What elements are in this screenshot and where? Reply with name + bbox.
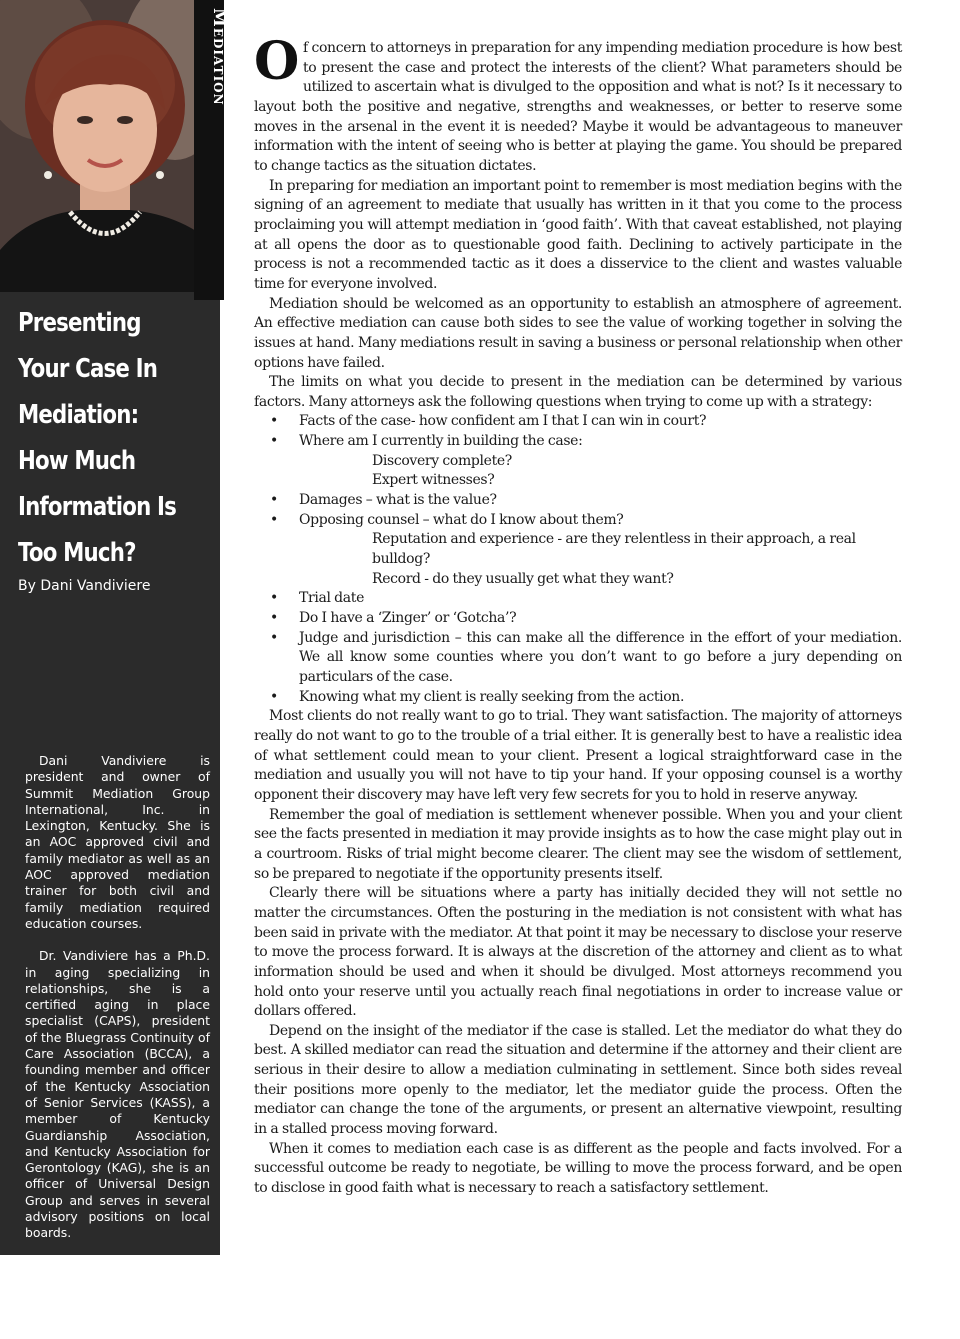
article-title xyxy=(18,300,207,576)
article-paragraph: Most clients do not really want to go to trial. They want satisfaction. The majority of attorneys really do not want to go to the trouble of a trial either. It is generally best to have a realistic idea of what settlement could mean to your client. Present a logical straightforward case in the mediation and usually you will not have to tip your hand. If your opposing counsel is a worthy opponent their discovery may have left very few secrets for you to hold in reserve anyway. xyxy=(254,708,902,803)
bio-paragraph: Dr. Vandiviere has a Ph.D. in aging specializing in relationships, she is a certified aging in place specialist (CAPS), president of the Bluegrass Continuity of Care Association (BCCA), a founding member and officer of the Kentucky Association of Senior Services (KASS), a member of Kentucky Guardianship Association, and Kentucky Association for Gerontology (KAG), she is an officer of Universal Design Group and serves in several advisory positions on local boards. xyxy=(25,948,210,1241)
list-item: • Damages – what is the value? xyxy=(299,491,902,511)
list-item: • Do I have a ‘Zinger’ or ‘Gotcha’? xyxy=(299,609,902,629)
title-line: Information Is xyxy=(18,492,177,522)
title-line: How Much xyxy=(18,446,136,476)
author-bio xyxy=(25,753,210,1339)
article-paragraph: Depend on the insight of the mediator if the case is stalled. Let the mediator do what they do best. A skilled mediator can read the situation and determine if the attorney and their client are serious in their desire to allow a mediation culminating in settlement. Since both sides reveal their positions more openly to the mediator, let the mediator guide the process. Often the mediator can change the tone of the arguments, or present an alternative viewpoint, resulting in a stalled process moving forward. xyxy=(254,1022,902,1138)
article-paragraph: Of concern to attorneys in preparation for any impending mediation procedure is how best to present the case and protect the interests of the client? What parameters should be utilized to ascertain what is divulged to the opposition and what is not? Is it necessary to layout both the positive and negative, strengths and weaknesses, or better to reserve some moves in the arsenal in the event it is needed? Maybe it would be advantageous to maneuver information with the intent of seeing who is better at playing the game. You should be prepared to change tactics as the situation dictates. xyxy=(254,31,902,174)
list-item: • Judge and jurisdiction – this can make all the difference in the effort of your mediation. We all know some counties where you don’t want to go before a jury depending on particulars of the case. xyxy=(299,629,902,688)
list-item: • Facts of the case- how confident am I that I can win in court? xyxy=(299,412,902,432)
bio-contact: She can be reached at dani@kymediation.com or through www.summitmgi.com xyxy=(25,1257,210,1322)
list-item: • Opposing counsel – what do I know about them? xyxy=(299,511,902,531)
article-paragraph: Mediation should be welcomed as an opportunity to establish an atmosphere of agreement. An effective mediation can cause both sides to see the value of working together in solving the issues at hand. Many mediations result in saving a business or personal relationship when other options have failed. xyxy=(254,295,902,371)
byline: By Dani Vandiviere xyxy=(18,578,151,594)
author-portrait-illustration xyxy=(0,0,220,292)
section-label: Mediation xyxy=(209,8,229,106)
list-item: • Trial date xyxy=(299,589,902,609)
sidebar xyxy=(0,0,229,1322)
article-paragraph: Remember the goal of mediation is settlement whenever possible. When you and your client see the facts presented in mediation it may provide insights as to how the case might play out in a courtroom. Risks of trial might become clearer. The client may see the wisdom of settlement, so be prepared to negotiate if the opportunity presents itself. xyxy=(254,806,902,882)
article-paragraph: Clearly there will be situations where a party has initially decided they will not settle no matter the circumstances. Often the posturing in the mediation is not consistent with what has been said in private with the mediator. At that point it may be necessary to disclose your reserve to move the process forward. It is always at the discretion of the attorney and client as to what information should be used and when it should be divulged. Most attorneys recommend you hold onto your reserve until you actually reach final negotiations in order to increase value or dollars offered. xyxy=(254,885,902,1020)
sub-item: Expert witnesses? xyxy=(372,472,495,489)
list-item: • Where am I currently in building the case: xyxy=(299,432,902,452)
title-line: Mediation: xyxy=(18,400,139,430)
bio-paragraph: Dani Vandiviere is president and owner of Summit Mediation Group International, Inc. in Lexington, Kentucky. She is an AOC approved civil and family mediator as well as an AOC approved mediation trainer for both civil and family mediation required education courses. xyxy=(25,753,210,931)
question-list xyxy=(254,412,902,451)
list-item: • Knowing what my client is really seeking from the action. xyxy=(299,688,902,708)
sub-item: Reputation and experience - are they relentless in their approach, a real bulldog? xyxy=(372,531,856,568)
article-paragraph: In preparing for mediation an important point to remember is most mediation begins with the signing of an agreement to mediate that usually has written in it that you come to the process proclaiming you will attempt mediation in ‘good faith’. With that caveat established, not playing at all opens the door as to questionable good faith. Declining to actively participate in the process is not a recommended tactic as it does a disservice to the client and wastes valuable time for everyone involved. xyxy=(254,177,902,292)
title-line: Too Much? xyxy=(18,538,136,568)
article-body xyxy=(254,31,902,1199)
article-paragraph: When it comes to mediation each case is as different as the people and facts involved. For a successful outcome be ready to negotiate, be willing to move the process forward, and be open to disclose in good faith what is necessary to reach a satisfactory settlement. xyxy=(254,1140,902,1197)
title-line: Your Case In xyxy=(18,354,158,384)
sub-item: Record - do they usually get what they want? xyxy=(372,570,674,587)
question-list xyxy=(254,491,902,530)
author-photo xyxy=(0,0,220,292)
sub-item: Discovery complete? xyxy=(372,452,512,469)
question-list xyxy=(254,589,902,707)
title-line: Presenting xyxy=(18,308,141,338)
drop-cap: O xyxy=(254,31,299,92)
article-paragraph: The limits on what you decide to present in the mediation can be determined by various factors. Many attorneys ask the following questions when trying to come up with a strategy: xyxy=(254,374,902,410)
